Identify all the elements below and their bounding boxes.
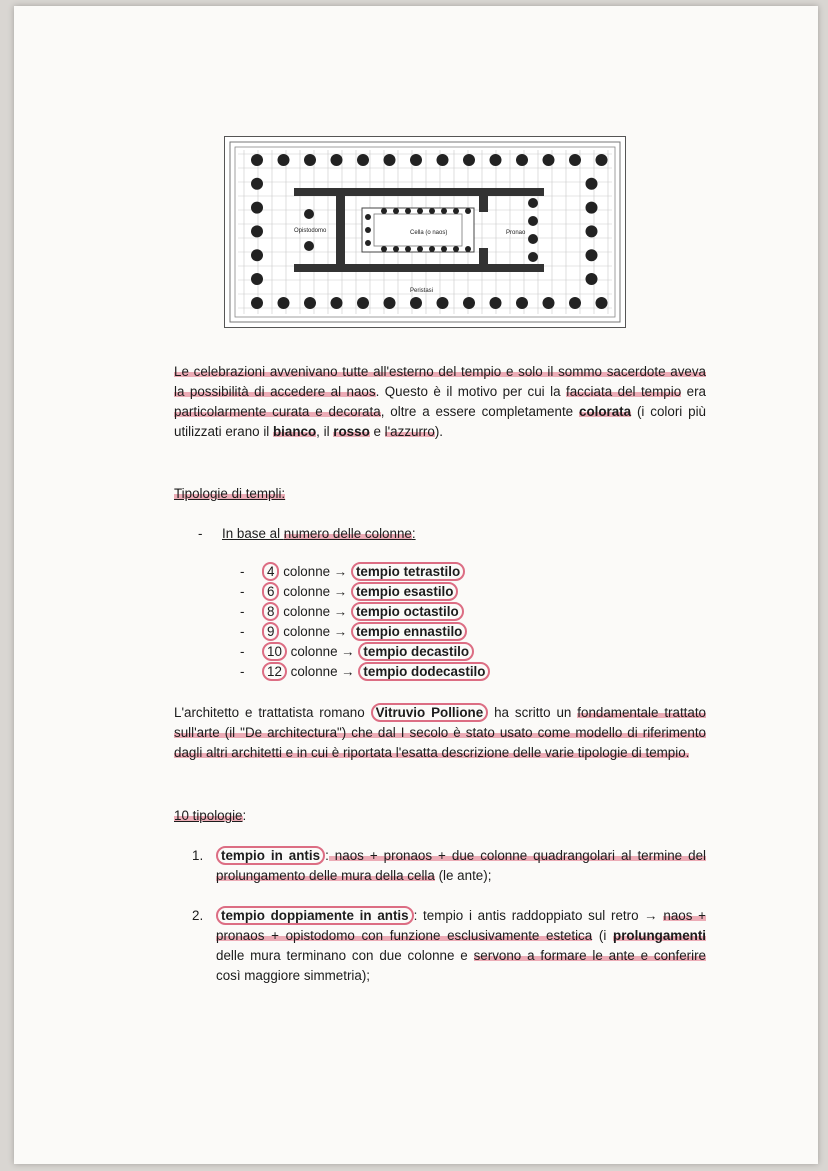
dieci-title: 10 tipologie bbox=[174, 808, 243, 823]
dieci-colon: : bbox=[242, 808, 247, 823]
arrow-icon: → bbox=[333, 604, 348, 619]
column-dot bbox=[304, 209, 314, 219]
intro-bianco: bianco bbox=[273, 424, 317, 439]
column-dot bbox=[384, 297, 396, 309]
label-pronao: Pronao bbox=[506, 230, 526, 236]
column-dot bbox=[437, 154, 449, 166]
column-dot bbox=[528, 252, 538, 262]
item-1-text: naos + pronaos + due colonne quadrangolari al termine del prolungamento delle mura della cella bbox=[216, 848, 706, 883]
item-2-text-b: naos + pronaos + opistodomo con funzione esclusivamente estetica bbox=[216, 908, 706, 943]
vitruvio-text-1: L'architetto e trattatista romano bbox=[174, 705, 371, 720]
list-item-number: 1. bbox=[192, 848, 204, 863]
intro-text-2: Questo è il motivo per cui la bbox=[379, 384, 566, 399]
intro-text-3: era bbox=[681, 384, 706, 399]
column-dot bbox=[365, 227, 371, 233]
arrow-icon: → bbox=[333, 624, 348, 639]
type-column-count: 4 bbox=[262, 562, 279, 581]
column-dot bbox=[463, 154, 475, 166]
column-dot bbox=[596, 154, 608, 166]
item-2-text-c: (i bbox=[592, 928, 614, 943]
column-dot bbox=[441, 246, 447, 252]
type-column-count: 8 bbox=[262, 602, 279, 621]
column-dot bbox=[528, 198, 538, 208]
column-dot bbox=[365, 240, 371, 246]
list-item-number: 2. bbox=[192, 908, 204, 923]
column-dot bbox=[393, 246, 399, 252]
column-dot bbox=[569, 154, 581, 166]
intro-colorata: colorata bbox=[579, 404, 632, 419]
vitruvio-name: Vitruvio Pollione bbox=[371, 703, 489, 722]
column-dot bbox=[586, 249, 598, 261]
column-dot bbox=[381, 208, 387, 214]
type-dash: - bbox=[240, 624, 245, 639]
criterion-line bbox=[198, 524, 730, 544]
tipologie-heading bbox=[174, 484, 706, 504]
column-type-row bbox=[240, 642, 474, 662]
column-dot bbox=[251, 225, 263, 237]
item-1-tail: (le ante); bbox=[434, 868, 492, 883]
item-2-text-f: servono a formare le ante e conferire bbox=[473, 948, 706, 963]
column-type-row bbox=[240, 562, 465, 582]
column-type-row bbox=[240, 582, 458, 602]
column-dot bbox=[516, 154, 528, 166]
label-cella: Cella (o naos) bbox=[410, 230, 448, 236]
item-2-text-e: delle mura terminano con due colonne e bbox=[216, 948, 474, 963]
item-2-text-a: tempio i antis raddoppiato sul retro → bbox=[417, 908, 664, 923]
type-dash: - bbox=[240, 604, 245, 619]
intro-facciata: facciata del tempio bbox=[566, 384, 682, 399]
column-dot bbox=[586, 178, 598, 190]
column-dot bbox=[543, 297, 555, 309]
column-dot bbox=[251, 273, 263, 285]
type-dash: - bbox=[240, 564, 245, 579]
dieci-tipologie-heading bbox=[174, 806, 706, 826]
column-dot bbox=[381, 246, 387, 252]
column-type-row bbox=[240, 662, 490, 682]
column-dot bbox=[490, 297, 502, 309]
column-dot bbox=[528, 216, 538, 226]
column-dot bbox=[543, 154, 555, 166]
item-2-text-d: prolungamenti bbox=[613, 928, 707, 943]
column-dot bbox=[441, 208, 447, 214]
column-dot bbox=[251, 202, 263, 214]
column-dot bbox=[596, 297, 608, 309]
intro-text-7: e bbox=[369, 424, 385, 439]
item-2-text-g: così maggiore simmetria); bbox=[216, 968, 371, 983]
list-item-2 bbox=[192, 906, 706, 986]
type-name: tempio decastilo bbox=[358, 642, 474, 661]
column-dot bbox=[304, 297, 316, 309]
column-dot bbox=[331, 154, 343, 166]
criterion-dash: - bbox=[198, 526, 203, 541]
column-dot bbox=[465, 208, 471, 214]
intro-azzurro: l'azzurro bbox=[384, 424, 435, 439]
item-1-colon: : bbox=[325, 848, 329, 863]
column-dot bbox=[569, 297, 581, 309]
column-dot bbox=[490, 154, 502, 166]
temple-plan-svg bbox=[224, 136, 626, 328]
item-1-title: tempio in antis bbox=[216, 846, 325, 865]
label-opistodomo: Opistodomo bbox=[294, 228, 327, 234]
column-dot bbox=[405, 208, 411, 214]
temple-plan-diagram bbox=[224, 136, 626, 328]
intro-text-5: (i colori più utilizzati erano il bbox=[174, 404, 707, 439]
vitruvio-text-2: ha scritto un bbox=[488, 705, 578, 720]
column-dot bbox=[331, 297, 343, 309]
type-dash: - bbox=[240, 644, 245, 659]
type-name: tempio tetrastilo bbox=[351, 562, 465, 581]
criterion-suffix: : bbox=[411, 526, 416, 541]
intro-rosso: rosso bbox=[333, 424, 370, 439]
type-column-count: 12 bbox=[262, 662, 287, 681]
column-dot bbox=[429, 246, 435, 252]
column-dot bbox=[278, 297, 290, 309]
vitruvio-paragraph bbox=[174, 703, 706, 763]
column-dot bbox=[410, 154, 422, 166]
column-dot bbox=[357, 297, 369, 309]
intro-curata: particolarmente curata e decorata bbox=[174, 404, 381, 419]
column-dot bbox=[304, 154, 316, 166]
type-name: tempio dodecastilo bbox=[358, 662, 490, 681]
type-name: tempio ennastilo bbox=[351, 622, 467, 641]
column-dot bbox=[516, 297, 528, 309]
type-unit: colonne bbox=[283, 604, 331, 619]
column-dot bbox=[528, 234, 538, 244]
item-2-colon: : bbox=[413, 908, 418, 923]
column-dot bbox=[251, 154, 263, 166]
label-peristasi: Peristasi bbox=[410, 288, 434, 294]
type-column-count: 10 bbox=[262, 642, 287, 661]
item-2-title: tempio doppiamente in antis bbox=[216, 906, 414, 925]
column-dot bbox=[278, 154, 290, 166]
column-dot bbox=[453, 246, 459, 252]
column-dot bbox=[417, 208, 423, 214]
column-dot bbox=[251, 178, 263, 190]
criterion-prefix: In base al bbox=[222, 526, 284, 541]
column-dot bbox=[453, 208, 459, 214]
column-dot bbox=[365, 214, 371, 220]
column-dot bbox=[405, 246, 411, 252]
column-dot bbox=[437, 297, 449, 309]
criterion-highlight: numero delle colonne bbox=[283, 526, 412, 541]
type-unit: colonne bbox=[283, 564, 331, 579]
column-dot bbox=[251, 297, 263, 309]
vitruvio-highlight: fondamentale trattato sull'arte (il "De architectura") che dal I secolo è stato usato come modello di riferimento dagli altri architetti e in cui è riportata l'esatta descrizione delle varie tipologie di tempio. bbox=[174, 705, 707, 760]
column-dot bbox=[586, 202, 598, 214]
type-column-count: 9 bbox=[262, 622, 279, 641]
column-dot bbox=[586, 225, 598, 237]
intro-period: . bbox=[375, 384, 380, 399]
column-dot bbox=[410, 297, 422, 309]
arrow-icon: → bbox=[333, 584, 348, 599]
column-dot bbox=[465, 246, 471, 252]
intro-text-8: ). bbox=[434, 424, 444, 439]
column-type-row bbox=[240, 602, 464, 622]
column-dot bbox=[304, 241, 314, 251]
list-item-1 bbox=[192, 846, 706, 886]
type-unit: colonne bbox=[283, 584, 331, 599]
intro-text-4: , oltre a essere completamente bbox=[380, 404, 579, 419]
intro-highlight-1: Le celebrazioni avvenivano tutte all'esterno del tempio e solo il sommo sacerdote aveva la possibilità di accedere al naos bbox=[174, 364, 706, 399]
intro-paragraph bbox=[174, 362, 706, 442]
type-dash: - bbox=[240, 584, 245, 599]
type-column-count: 6 bbox=[262, 582, 279, 601]
tipologie-title: Tipologie di templi: bbox=[174, 486, 286, 501]
type-unit: colonne bbox=[290, 664, 338, 679]
column-dot bbox=[393, 208, 399, 214]
column-dot bbox=[417, 246, 423, 252]
column-dot bbox=[251, 249, 263, 261]
arrow-icon: → bbox=[341, 644, 355, 659]
arrow-icon: → bbox=[333, 564, 348, 579]
type-dash: - bbox=[240, 664, 245, 679]
type-unit: colonne bbox=[283, 624, 331, 639]
type-name: tempio octastilo bbox=[351, 602, 464, 621]
column-dot bbox=[586, 273, 598, 285]
column-dot bbox=[357, 154, 369, 166]
intro-text-6: , il bbox=[316, 424, 334, 439]
type-unit: colonne bbox=[290, 644, 338, 659]
column-type-row bbox=[240, 622, 467, 642]
column-dot bbox=[384, 154, 396, 166]
arrow-icon: → bbox=[341, 664, 355, 679]
column-dot bbox=[429, 208, 435, 214]
type-name: tempio esastilo bbox=[351, 582, 458, 601]
column-dot bbox=[463, 297, 475, 309]
